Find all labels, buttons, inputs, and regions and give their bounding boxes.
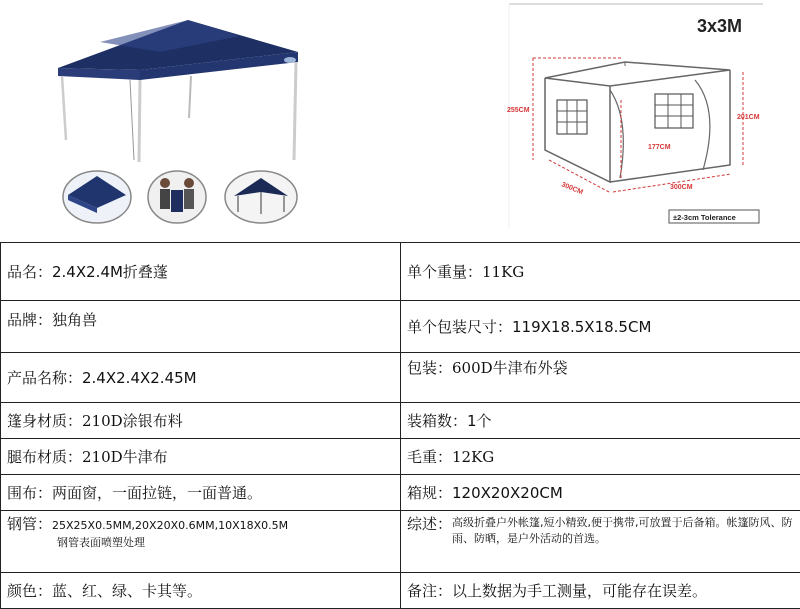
table-row bbox=[1, 511, 800, 573]
spec-table bbox=[0, 242, 800, 609]
table-row bbox=[1, 573, 800, 609]
summary-label: 综述： bbox=[407, 515, 452, 547]
cell-product-name: 品名：2.4X2.4M折叠蓬 bbox=[1, 243, 401, 301]
tent-photo-illustration bbox=[0, 0, 330, 232]
product-photos bbox=[0, 0, 330, 232]
cell-canopy-material: 篷身材质：210D涂银布料 bbox=[1, 403, 401, 439]
cell-unit-weight: 单个重量：11KG bbox=[401, 243, 800, 301]
label-width-left: 300CM bbox=[560, 181, 584, 196]
table-row bbox=[1, 403, 800, 439]
steel-pipe-note: 钢管表面喷塑处理 bbox=[7, 534, 394, 552]
tent-dimension-diagram bbox=[505, 0, 767, 232]
diagram-title: 3x3M bbox=[697, 16, 742, 36]
table-row bbox=[1, 475, 800, 511]
steel-pipe-value: 25X25X0.5MM,20X20X0.6MM,10X18X0.5M bbox=[52, 519, 288, 532]
table-row bbox=[1, 243, 800, 301]
thumbnail-tent-top bbox=[63, 171, 131, 223]
cell-leg-material: 腿布材质：210D牛津布 bbox=[1, 439, 401, 475]
cell-gross-weight: 毛重：12KG bbox=[401, 439, 800, 475]
steel-pipe-label: 钢管： bbox=[7, 515, 52, 533]
tolerance-label: ±2-3cm Tolerance bbox=[673, 213, 736, 222]
thumbnail-people-folding bbox=[148, 171, 206, 223]
table-row bbox=[1, 353, 800, 403]
label-height-201: 201CM bbox=[737, 114, 760, 121]
cell-brand: 品牌：独角兽 bbox=[1, 301, 401, 353]
label-width-right: 300CM bbox=[670, 184, 693, 191]
label-height-255: 255CM bbox=[507, 107, 530, 114]
thumbnail-tent-unfolding bbox=[225, 171, 297, 223]
cell-sidewalls: 围布：两面窗，一面拉链，一面普通。 bbox=[1, 475, 401, 511]
cell-carton-size: 箱规：120X20X20CM bbox=[401, 475, 800, 511]
cell-package-size: 单个包装尺寸：119X18.5X18.5CM bbox=[401, 301, 800, 353]
cell-summary bbox=[401, 511, 800, 573]
cell-carton-qty: 装箱数：1个 bbox=[401, 403, 800, 439]
tent-line-drawing bbox=[505, 0, 767, 232]
table-row bbox=[1, 301, 800, 353]
cell-remarks: 备注：以上数据为手工测量，可能存在误差。 bbox=[401, 573, 800, 609]
summary-value: 高级折叠户外帐篷,短小精致,便于携带,可放置于后备箱。帐篷防风、防雨、防晒，是户外活动的首选。 bbox=[452, 515, 794, 547]
main-tent-photo bbox=[58, 20, 298, 162]
label-height-177: 177CM bbox=[648, 144, 671, 151]
cell-colors: 颜色：蓝、红、绿、卡其等。 bbox=[1, 573, 401, 609]
cell-packaging: 包装：600D牛津布外袋 bbox=[401, 353, 800, 403]
cell-product-title: 产品名称：2.4X2.4X2.45M bbox=[1, 353, 401, 403]
table-row bbox=[1, 439, 800, 475]
cell-steel-pipe bbox=[1, 511, 401, 573]
